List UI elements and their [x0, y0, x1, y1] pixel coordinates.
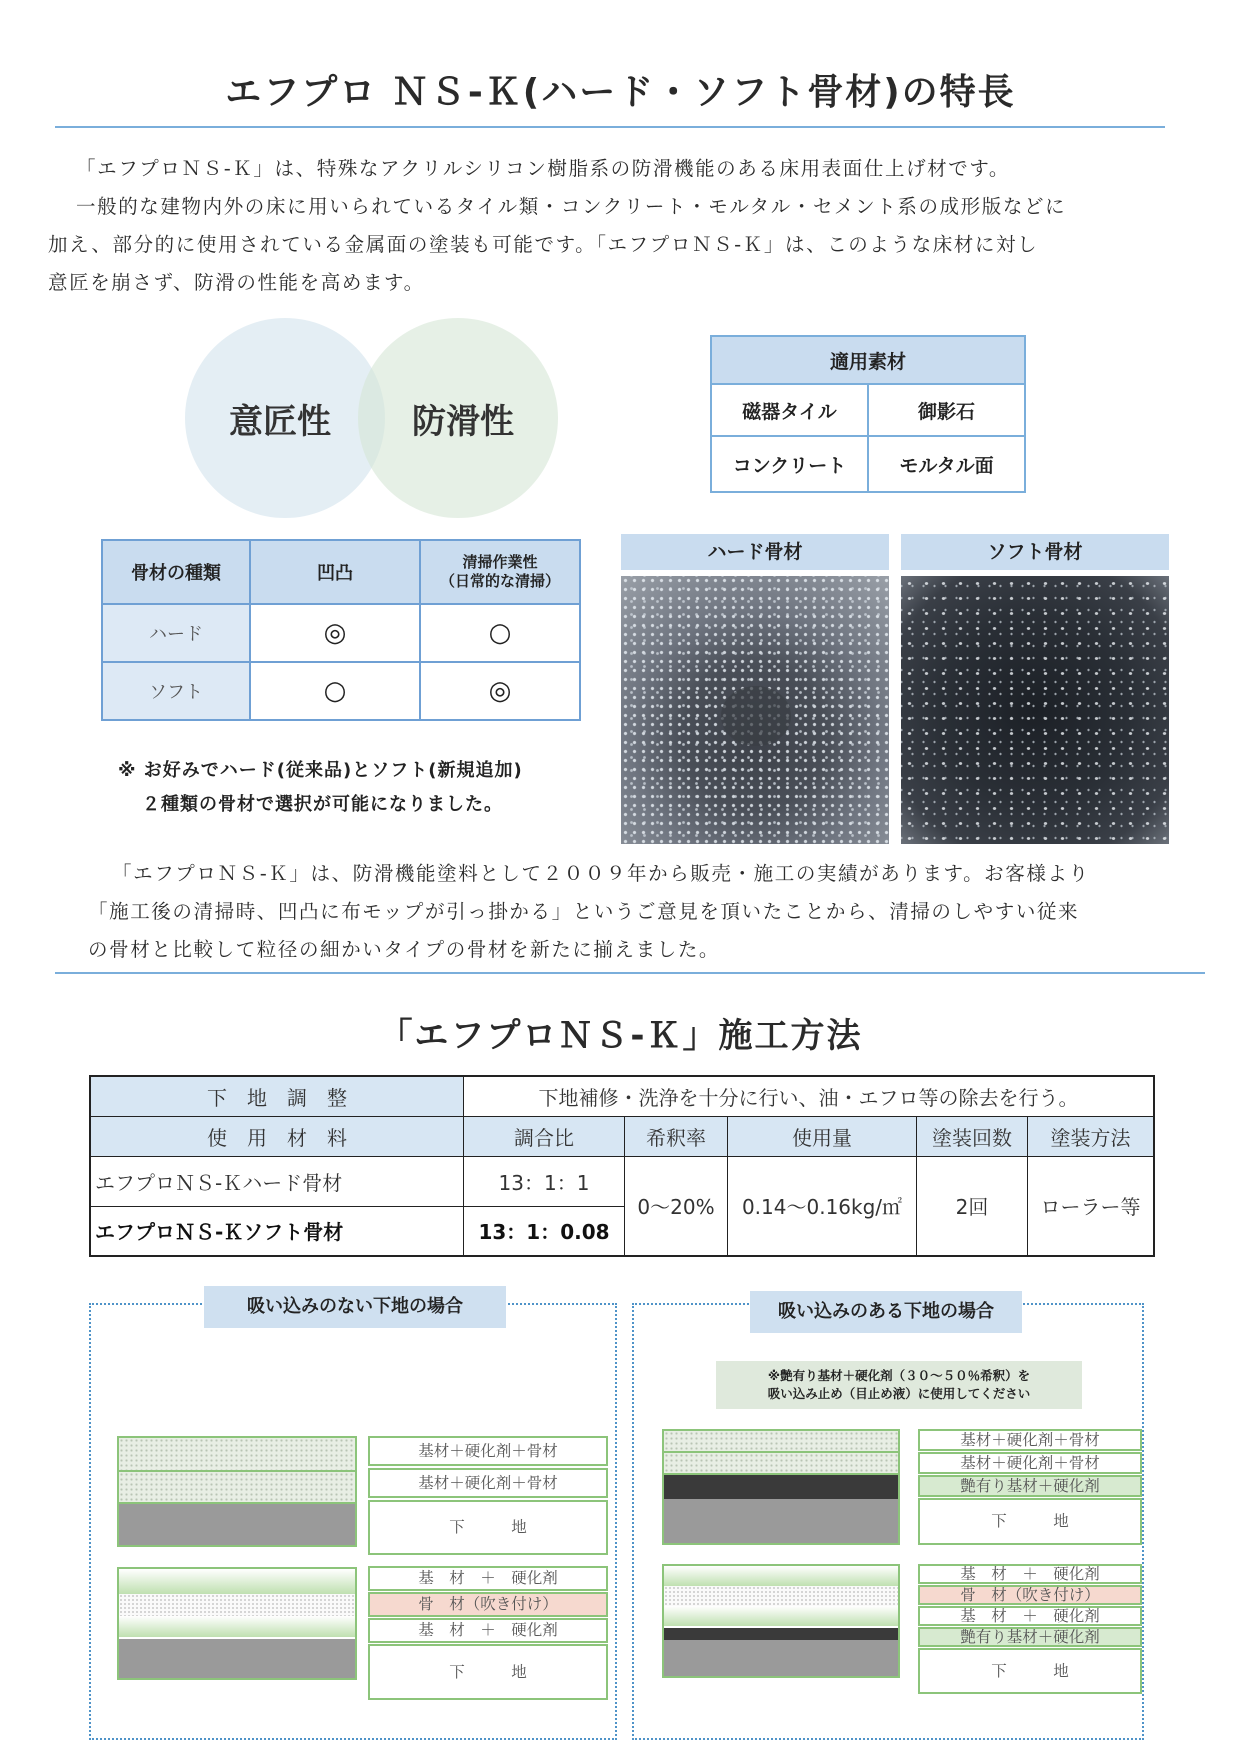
layer-labels — [918, 1429, 1142, 1545]
layer-label: 基 材 ＋ 硬化剤 — [918, 1564, 1142, 1584]
note-line: 吸い込み止め（目止め液）に使用してください — [767, 1386, 1031, 1401]
page-title: エフプロ ＮＳ-Ｋ(ハード・ソフト骨材)の特長 — [225, 72, 1016, 113]
materials-table — [710, 335, 1026, 493]
intro-line: 「エフプロＮＳ-Ｋ」は、特殊なアクリルシリコン樹脂系の防滑機能のある床用表面仕上げ材です。 — [76, 157, 1011, 180]
layer-label: 下 地 — [918, 1648, 1142, 1694]
layer-label: 基 材 ＋ 硬化剤 — [918, 1606, 1142, 1626]
agg-row-type: ソフト — [102, 662, 250, 720]
layer-diagram — [662, 1429, 900, 1545]
layer-base-hardener — [664, 1566, 898, 1586]
agg-row-unevenness: ◎ — [250, 604, 420, 662]
absorbent-note — [716, 1361, 1082, 1409]
layer-substrate — [664, 1640, 898, 1676]
history-line: 「エフプロＮＳ-Ｋ」は、防滑機能塗料として２００９年から販売・施工の実績があります。お客様より — [112, 862, 1090, 885]
agg-header-type: 骨材の種類 — [102, 540, 250, 604]
layer-diagram — [662, 1564, 900, 1678]
method-header: 塗装方法 — [1028, 1116, 1155, 1156]
intro-paragraph — [48, 150, 1208, 302]
layer-substrate — [664, 1499, 898, 1543]
mix-ratio: 13：1：0.08 — [464, 1206, 625, 1256]
material-name: エフプロＮＳ-Ｋハード骨材 — [90, 1156, 464, 1206]
layer-diagram — [117, 1567, 357, 1680]
material-name: エフプロＮＳ-Ｋソフト骨材 — [90, 1206, 464, 1256]
layer-aggregate-coat — [664, 1431, 898, 1453]
material-cell: コンクリート — [711, 436, 868, 492]
note-line: ※艶有り基材＋硬化剤（３０～５０％希釈）を — [767, 1368, 1031, 1383]
layer-sealer — [664, 1475, 898, 1499]
hard-aggregate-photo — [621, 576, 889, 844]
agg-header-cleaning-main: 清掃作業性 — [462, 553, 538, 571]
mix-ratio: 13：1：1 — [464, 1156, 625, 1206]
layer-sprayed-aggregate — [664, 1586, 898, 1606]
layer-aggregate-coat — [664, 1453, 898, 1475]
usage: 0.14～0.16kg/㎡ — [728, 1156, 917, 1256]
agg-row-cleaning: ○ — [420, 604, 580, 662]
method-header: 使 用 材 料 — [90, 1116, 464, 1156]
title-rule — [55, 126, 1165, 128]
history-line: 「施工後の清掃時、凹凸に布モップが引っ掛かる」というご意見を頂いたことから、清掃のしやすい従来 — [88, 900, 1080, 923]
note-line: ※ お好みでハード(従来品)とソフト(新規追加) — [118, 760, 523, 781]
circle-design — [185, 318, 385, 518]
layer-label: 下 地 — [368, 1644, 608, 1700]
aggregate-table — [101, 539, 581, 721]
history-paragraph — [88, 855, 1208, 969]
layer-label: 基材＋硬化剤＋骨材 — [918, 1452, 1142, 1474]
method-header: 使用量 — [728, 1116, 917, 1156]
intro-line: 意匠を崩さず、防滑の性能を高めます。 — [48, 271, 425, 294]
layer-sprayed-aggregate — [119, 1594, 355, 1616]
layer-base-hardener — [119, 1569, 355, 1594]
prep-text: 下地補修・洗浄を十分に行い、油・エフロ等の除去を行う。 — [464, 1076, 1155, 1116]
method-header: 調合比 — [464, 1116, 625, 1156]
agg-row-cleaning: ◎ — [420, 662, 580, 720]
layer-diagram — [117, 1436, 357, 1547]
intro-line: 一般的な建物内外の床に用いられているタイル類・コンクリート・モルタル・セメント系の成形版などに — [76, 195, 1067, 218]
panel-right-title: 吸い込みのある下地の場合 — [750, 1291, 1022, 1333]
layer-label: 基材＋硬化剤＋骨材 — [368, 1436, 608, 1466]
method-title: 「エフプロＮＳ-Ｋ」施工方法 — [378, 1016, 863, 1056]
agg-header-unevenness: 凹凸 — [250, 540, 420, 604]
layer-label: 艶有り基材＋硬化剤 — [918, 1475, 1142, 1497]
layer-label: 下 地 — [918, 1498, 1142, 1545]
intro-line: 加え、部分的に使用されている金属面の塗装も可能です。「エフプロＮＳ-Ｋ」は、このような床材に対し — [48, 233, 1039, 256]
aggregate-note — [118, 754, 523, 822]
layer-label: 基 材 ＋ 硬化剤 — [368, 1618, 608, 1643]
circle-design-label: 意匠性 — [229, 401, 331, 442]
material-cell: 磁器タイル — [711, 384, 868, 436]
note-line: ２種類の骨材で選択が可能になりました。 — [142, 794, 503, 815]
prep-label: 下 地 調 整 — [90, 1076, 464, 1116]
layer-label: 骨 材（吹き付け） — [368, 1592, 608, 1617]
agg-header-cleaning-sub: （日常的な清掃） — [439, 572, 560, 590]
method-header: 希釈率 — [625, 1116, 728, 1156]
layer-base-hardener — [119, 1616, 355, 1637]
agg-row-type: ハード — [102, 604, 250, 662]
layer-sealer — [664, 1628, 898, 1640]
materials-header: 適用素材 — [711, 336, 1025, 384]
coats: 2回 — [917, 1156, 1028, 1256]
material-cell: モルタル面 — [868, 436, 1025, 492]
method-header: 塗装回数 — [917, 1116, 1028, 1156]
layer-aggregate-coat — [119, 1438, 355, 1472]
layer-labels — [368, 1436, 608, 1555]
dilution: 0～20% — [625, 1156, 728, 1256]
photo-label-hard: ハード骨材 — [621, 534, 889, 570]
layer-base-hardener — [664, 1606, 898, 1626]
layer-substrate — [119, 1504, 355, 1545]
layer-label: 基材＋硬化剤＋骨材 — [918, 1429, 1142, 1451]
history-line: の骨材と比較して粒径の細かいタイプの骨材を新たに揃えました。 — [88, 938, 721, 961]
agg-header-cleaning — [420, 540, 580, 604]
layer-labels — [368, 1566, 608, 1700]
layer-label: 艶有り基材＋硬化剤 — [918, 1627, 1142, 1647]
layer-labels — [918, 1564, 1142, 1694]
method-table — [89, 1075, 1155, 1257]
panel-left-title: 吸い込みのない下地の場合 — [204, 1286, 506, 1328]
application-method: ローラー等 — [1028, 1156, 1155, 1256]
soft-aggregate-photo — [901, 576, 1169, 844]
circle-antislip-label: 防滑性 — [412, 401, 514, 442]
layer-label: 下 地 — [368, 1500, 608, 1555]
circle-antislip — [358, 318, 558, 518]
layer-aggregate-coat — [119, 1472, 355, 1504]
layer-substrate — [119, 1639, 355, 1678]
layer-label: 基 材 ＋ 硬化剤 — [368, 1566, 608, 1591]
layer-label: 骨 材（吹き付け） — [918, 1585, 1142, 1605]
agg-row-unevenness: ○ — [250, 662, 420, 720]
material-cell: 御影石 — [868, 384, 1025, 436]
photo-label-soft: ソフト骨材 — [901, 534, 1169, 570]
section-rule — [55, 972, 1205, 974]
layer-label: 基材＋硬化剤＋骨材 — [368, 1468, 608, 1498]
